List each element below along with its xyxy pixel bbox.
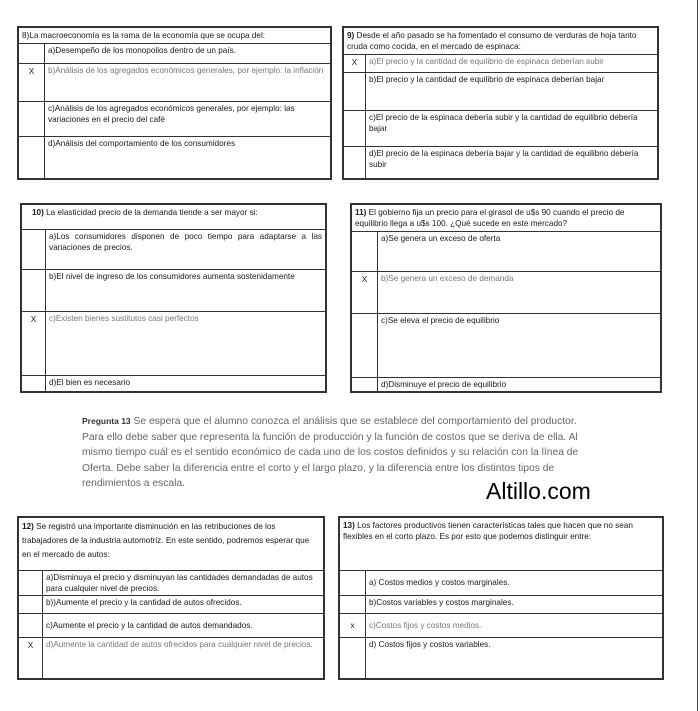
answer-mark — [19, 614, 43, 638]
option-c: c)Costos fijos y costos medios. — [366, 614, 663, 638]
note-label: Pregunta 13 — [82, 416, 131, 426]
question-12-body: Se registró una importante disminución en las retribuciones de los trabajadores de la industria automotriz. En este sentido, podremos esperar que en el mercado de autos: — [22, 522, 310, 559]
answer-mark — [22, 270, 46, 312]
question-9-text — [344, 28, 658, 55]
answer-mark: x — [340, 614, 366, 638]
question-10-body: La elasticidad precio de la demanda tiende a ser mayor si: — [43, 208, 258, 217]
option-c: c)Aumente el precio y la cantidad de autos demandados. — [43, 614, 324, 638]
brand-logo: Altillo.com — [486, 478, 591, 504]
answer-mark — [344, 73, 366, 111]
option-a: a) Costos medios y costos marginales. — [366, 571, 663, 596]
answer-mark — [344, 111, 366, 147]
question-13-text — [340, 518, 663, 571]
question-9-body: Desde el año pasado se ha fomentado el consumo de verduras de hoja tanto cruda como cocida, en el mercado de espinaca: — [347, 31, 637, 51]
answer-mark — [344, 147, 366, 179]
option-a: a)Se genera un exceso de oferta — [378, 232, 661, 272]
option-b: b)Análisis de los agregados económicos generales, por ejemplo: la inflación — [45, 64, 331, 102]
question-13 — [338, 516, 664, 680]
answer-mark: X — [344, 55, 366, 73]
answer-mark: X — [352, 272, 378, 314]
answer-mark — [19, 44, 45, 64]
question-12-text — [19, 518, 324, 571]
question-11-text — [352, 205, 661, 232]
option-c: c)Análisis de los agregados económicos generales, por ejemplo: las variaciones en el precio del café — [45, 102, 331, 137]
option-c: c)Se eleva el precio de equilibrio — [378, 314, 661, 378]
question-number: 9) — [347, 31, 355, 40]
question-8-text: 8)La macroeconomía es la rama de la economía que se ocupa del: — [19, 28, 331, 44]
question-number: 10) — [32, 208, 44, 217]
question-8 — [17, 26, 332, 180]
answer-mark — [340, 638, 366, 679]
option-c: c)Existen bienes sustitutos casi perfectos — [46, 312, 326, 376]
option-b: b)El nivel de ingreso de los consumidores aumenta sostenidamente — [46, 270, 326, 312]
question-number: 12) — [22, 522, 34, 531]
answer-mark — [19, 137, 45, 179]
answer-mark — [352, 378, 378, 392]
page-border — [697, 0, 698, 711]
answer-mark — [340, 571, 366, 596]
answer-mark — [340, 596, 366, 614]
option-a: a)Desempeño de los monopolios dentro de un país. — [45, 44, 331, 64]
answer-mark — [19, 571, 43, 596]
question-11-body: El gobierno fija un precio para el girasol de u$s 90 cuando el precio de equilibrio llega a u$s 100. ¿Qué sucede en este mercado? — [355, 208, 625, 228]
option-d: d)Aumente la cantidad de autos ofrecidos para cualquier nivel de precios. — [43, 638, 324, 679]
answer-mark — [22, 230, 46, 270]
option-c: c)El precio de la espinaca debería subir y la cantidad de equilibrio debería bajar — [366, 111, 658, 147]
question-9 — [342, 26, 659, 180]
question-number: 11) — [355, 208, 367, 217]
option-a: a)Disminuya el precio y disminuyan las cantidades demandadas de autos para cualquier nivel de precios. — [43, 571, 324, 596]
answer-mark — [22, 376, 46, 392]
question-11 — [350, 203, 662, 393]
answer-mark — [19, 102, 45, 137]
option-b: b)Se genera un exceso de demanda — [378, 272, 661, 314]
question-10 — [20, 203, 327, 393]
question-13-body: Los factores productivos tienen características tales que hacen que no sean flexibles en el corto plazo. Es por esto que podemos distinguir entre: — [343, 521, 633, 541]
option-a: a)Los consumidores disponen de poco tiempo para adaptarse a las variaciones de precios. — [46, 230, 326, 270]
option-d: d)Disminuye el precio de equilibrio — [378, 378, 661, 392]
answer-mark — [19, 596, 43, 614]
option-b: b))Aumente el precio y la cantidad de autos ofrecidos. — [43, 596, 324, 614]
answer-mark: X — [22, 312, 46, 376]
answer-mark: X — [19, 638, 43, 679]
option-b: b)Costos variables y costos marginales. — [366, 596, 663, 614]
option-d: d)Análisis del comportamiento de los consumidores — [45, 137, 331, 179]
answer-mark — [352, 232, 378, 272]
answer-mark: X — [19, 64, 45, 102]
question-number: 13) — [343, 521, 355, 530]
option-b: b)El precio y la cantidad de equilibrio de espinaca deberían bajar — [366, 73, 658, 111]
note-text: Se espera que el alumno conozca el análisis que se establece del comportamiento del productor. Para ello debe saber que representa la función de producción y la función de costos que se deriva de ella. Al mismo tiempo cuál es el sentido económico de cada uno de los costos definidos y su relación con la línea de Oferta. Debe saber la diferencia entre el corto y el largo plazo, y la diferencia entre los distintos tipos de rendimientos a escala. — [82, 416, 579, 489]
question-12 — [17, 516, 325, 680]
answer-mark — [352, 314, 378, 378]
question-10-text — [22, 205, 326, 230]
option-d: d)El precio de la espinaca debería bajar y la cantidad de equilibrio debería subir — [366, 147, 658, 179]
option-d: d) Costos fijos y costos variables. — [366, 638, 663, 679]
option-a: a)El precio y la cantidad de equilibrio de espinaca deberían subir — [366, 55, 658, 73]
option-d: d)El bien es necesario — [46, 376, 326, 392]
